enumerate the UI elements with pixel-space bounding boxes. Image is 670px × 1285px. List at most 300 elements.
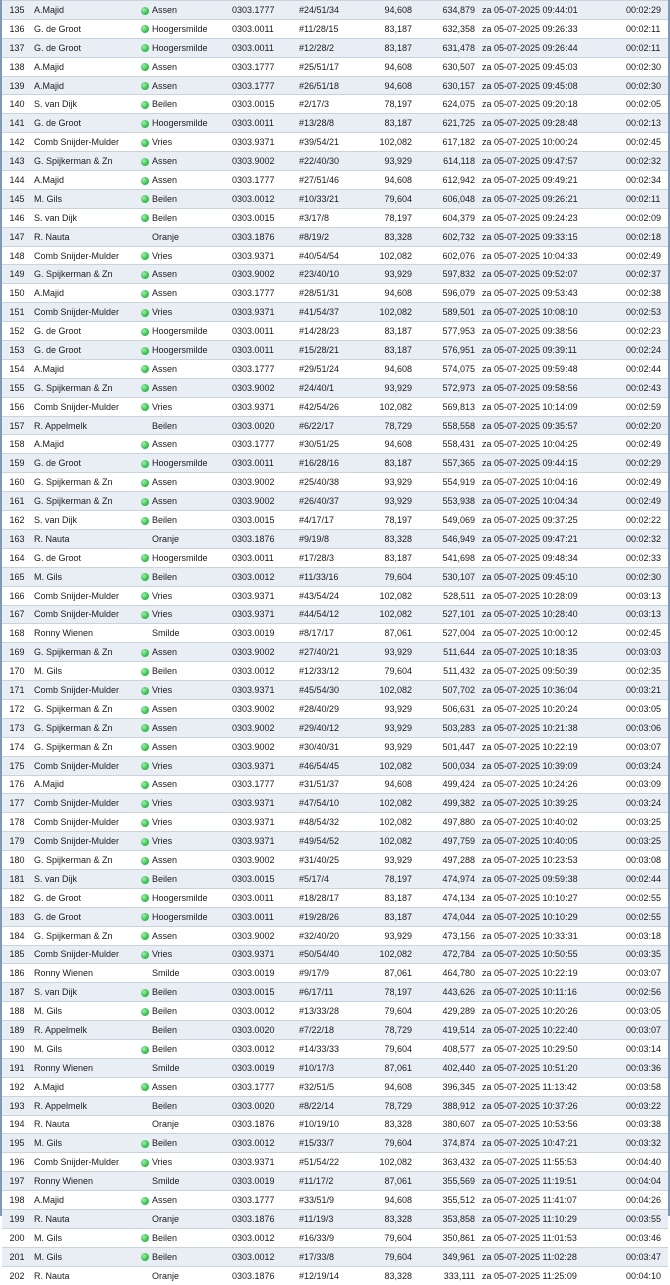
position-cell: 159 — [2, 454, 32, 473]
table-row — [2, 1228, 668, 1247]
status-cell — [137, 265, 152, 284]
table-row — [2, 95, 668, 114]
arrival-time-cell: za 05-07-2025 10:04:25 — [479, 435, 622, 454]
distance-cell: 94,608 — [359, 57, 416, 76]
arrival-time-cell: za 05-07-2025 10:47:21 — [479, 1134, 622, 1153]
position-cell: 163 — [2, 529, 32, 548]
member-id-cell: 0303.1777 — [232, 76, 299, 95]
fancier-name-cell: M. Gils — [32, 1228, 137, 1247]
status-dot-icon — [141, 819, 149, 827]
time-gap-cell: 00:02:11 — [622, 38, 668, 57]
speed-cell: 500,034 — [416, 756, 479, 775]
member-id-cell: 0303.0012 — [232, 567, 299, 586]
time-gap-cell: 00:02:30 — [622, 76, 668, 95]
status-dot-icon — [141, 1083, 149, 1091]
status-dot-icon — [141, 743, 149, 751]
status-dot-icon — [141, 63, 149, 71]
arrival-time-cell: za 05-07-2025 11:10:29 — [479, 1210, 622, 1229]
member-id-cell: 0303.0012 — [232, 1039, 299, 1058]
arrival-time-cell: za 05-07-2025 10:39:09 — [479, 756, 622, 775]
bird-code-cell: #32/40/20 — [299, 926, 359, 945]
time-gap-cell: 00:02:45 — [622, 133, 668, 152]
bird-code-cell: #4/17/17 — [299, 511, 359, 530]
speed-cell: 503,283 — [416, 718, 479, 737]
distance-cell: 102,082 — [359, 1153, 416, 1172]
table-row — [2, 303, 668, 322]
time-gap-cell: 00:03:25 — [622, 832, 668, 851]
fancier-name-cell: R. Appelmelk — [32, 1096, 137, 1115]
status-dot-icon — [141, 252, 149, 260]
position-cell: 155 — [2, 378, 32, 397]
status-dot-icon — [141, 384, 149, 392]
distance-cell: 102,082 — [359, 794, 416, 813]
time-gap-cell: 00:03:21 — [622, 681, 668, 700]
arrival-time-cell: za 05-07-2025 10:00:24 — [479, 133, 622, 152]
table-row — [2, 1115, 668, 1134]
bird-code-cell: #43/54/24 — [299, 586, 359, 605]
fancier-name-cell: S. van Dijk — [32, 869, 137, 888]
location-cell: Beilen — [152, 416, 232, 435]
position-cell: 156 — [2, 397, 32, 416]
arrival-time-cell: za 05-07-2025 10:22:40 — [479, 1021, 622, 1040]
time-gap-cell: 00:04:40 — [622, 1153, 668, 1172]
fancier-name-cell: G. Spijkerman & Zn — [32, 378, 137, 397]
time-gap-cell: 00:04:26 — [622, 1191, 668, 1210]
status-dot-icon — [141, 271, 149, 279]
status-cell — [137, 1, 152, 20]
time-gap-cell: 00:02:38 — [622, 284, 668, 303]
location-cell: Vries — [152, 1153, 232, 1172]
position-cell: 154 — [2, 359, 32, 378]
position-cell: 195 — [2, 1134, 32, 1153]
arrival-time-cell: za 05-07-2025 09:39:11 — [479, 341, 622, 360]
position-cell: 190 — [2, 1039, 32, 1058]
fancier-name-cell: G. Spijkerman & Zn — [32, 265, 137, 284]
location-cell: Smilde — [152, 964, 232, 983]
speed-cell: 576,951 — [416, 341, 479, 360]
speed-cell: 474,044 — [416, 907, 479, 926]
bird-code-cell: #18/28/17 — [299, 888, 359, 907]
status-dot-icon — [141, 1140, 149, 1148]
table-row — [2, 227, 668, 246]
location-cell: Oranje — [152, 529, 232, 548]
table-row — [2, 133, 668, 152]
table-row — [2, 152, 668, 171]
bird-code-cell: #8/19/2 — [299, 227, 359, 246]
speed-cell: 634,879 — [416, 1, 479, 20]
status-dot-icon — [141, 479, 149, 487]
bird-code-cell: #33/51/9 — [299, 1191, 359, 1210]
speed-cell: 527,004 — [416, 624, 479, 643]
status-cell — [137, 1096, 152, 1115]
arrival-time-cell: za 05-07-2025 10:24:26 — [479, 775, 622, 794]
position-cell: 158 — [2, 435, 32, 454]
speed-cell: 530,107 — [416, 567, 479, 586]
arrival-time-cell: za 05-07-2025 10:20:26 — [479, 1002, 622, 1021]
status-dot-icon — [141, 1234, 149, 1242]
fancier-name-cell: G. de Groot — [32, 114, 137, 133]
status-dot-icon — [141, 649, 149, 657]
arrival-time-cell: za 05-07-2025 09:20:18 — [479, 95, 622, 114]
member-id-cell: 0303.9371 — [232, 133, 299, 152]
arrival-time-cell: za 05-07-2025 10:21:38 — [479, 718, 622, 737]
arrival-time-cell: za 05-07-2025 10:04:34 — [479, 492, 622, 511]
member-id-cell: 0303.0015 — [232, 983, 299, 1002]
table-row — [2, 359, 668, 378]
position-cell: 146 — [2, 208, 32, 227]
time-gap-cell: 00:03:55 — [622, 1210, 668, 1229]
time-gap-cell: 00:02:30 — [622, 567, 668, 586]
distance-cell: 79,604 — [359, 1247, 416, 1266]
status-dot-icon — [141, 781, 149, 789]
status-cell — [137, 681, 152, 700]
location-cell: Hoogersmilde — [152, 454, 232, 473]
bird-code-cell: #30/51/25 — [299, 435, 359, 454]
time-gap-cell: 00:03:08 — [622, 851, 668, 870]
bird-code-cell: #31/40/25 — [299, 851, 359, 870]
time-gap-cell: 00:02:55 — [622, 907, 668, 926]
fancier-name-cell: Comb Snijder-Mulder — [32, 246, 137, 265]
arrival-time-cell: za 05-07-2025 10:08:10 — [479, 303, 622, 322]
speed-cell: 511,432 — [416, 662, 479, 681]
fancier-name-cell: Ronny Wienen — [32, 1058, 137, 1077]
position-cell: 165 — [2, 567, 32, 586]
table-row — [2, 851, 668, 870]
distance-cell: 94,608 — [359, 76, 416, 95]
distance-cell: 102,082 — [359, 681, 416, 700]
position-cell: 135 — [2, 1, 32, 20]
status-dot-icon — [141, 460, 149, 468]
status-cell — [137, 341, 152, 360]
time-gap-cell: 00:03:13 — [622, 605, 668, 624]
fancier-name-cell: Comb Snijder-Mulder — [32, 303, 137, 322]
fancier-name-cell: R. Nauta — [32, 1210, 137, 1229]
position-cell: 149 — [2, 265, 32, 284]
status-dot-icon — [141, 876, 149, 884]
member-id-cell: 0303.0012 — [232, 1247, 299, 1266]
member-id-cell: 0303.1777 — [232, 57, 299, 76]
arrival-time-cell: za 05-07-2025 09:53:43 — [479, 284, 622, 303]
speed-cell: 473,156 — [416, 926, 479, 945]
distance-cell: 102,082 — [359, 945, 416, 964]
speed-cell: 355,512 — [416, 1191, 479, 1210]
fancier-name-cell: G. Spijkerman & Zn — [32, 851, 137, 870]
distance-cell: 83,187 — [359, 548, 416, 567]
speed-cell: 574,075 — [416, 359, 479, 378]
arrival-time-cell: za 05-07-2025 09:47:57 — [479, 152, 622, 171]
status-cell — [137, 548, 152, 567]
position-cell: 168 — [2, 624, 32, 643]
fancier-name-cell: R. Nauta — [32, 1115, 137, 1134]
distance-cell: 79,604 — [359, 567, 416, 586]
fancier-name-cell: A.Majid — [32, 76, 137, 95]
fancier-name-cell: M. Gils — [32, 567, 137, 586]
status-cell — [137, 95, 152, 114]
distance-cell: 102,082 — [359, 397, 416, 416]
status-dot-icon — [141, 158, 149, 166]
distance-cell: 94,608 — [359, 1, 416, 20]
speed-cell: 497,880 — [416, 813, 479, 832]
table-row — [2, 869, 668, 888]
table-row — [2, 926, 668, 945]
status-cell — [137, 964, 152, 983]
distance-cell: 78,197 — [359, 983, 416, 1002]
member-id-cell: 0303.1777 — [232, 1, 299, 20]
distance-cell: 87,061 — [359, 624, 416, 643]
member-id-cell: 0303.0011 — [232, 322, 299, 341]
member-id-cell: 0303.9002 — [232, 473, 299, 492]
distance-cell: 83,187 — [359, 907, 416, 926]
status-cell — [137, 832, 152, 851]
bird-code-cell: #26/40/37 — [299, 492, 359, 511]
fancier-name-cell: A.Majid — [32, 171, 137, 190]
position-cell: 162 — [2, 511, 32, 530]
speed-cell: 604,379 — [416, 208, 479, 227]
bird-code-cell: #15/28/21 — [299, 341, 359, 360]
position-cell: 174 — [2, 737, 32, 756]
position-cell: 180 — [2, 851, 32, 870]
fancier-name-cell: S. van Dijk — [32, 208, 137, 227]
arrival-time-cell: za 05-07-2025 11:19:51 — [479, 1172, 622, 1191]
fancier-name-cell: G. de Groot — [32, 19, 137, 38]
status-dot-icon — [141, 139, 149, 147]
status-cell — [137, 888, 152, 907]
position-cell: 157 — [2, 416, 32, 435]
bird-code-cell: #13/28/8 — [299, 114, 359, 133]
position-cell: 161 — [2, 492, 32, 511]
table-row — [2, 832, 668, 851]
bird-code-cell: #11/28/15 — [299, 19, 359, 38]
distance-cell: 94,608 — [359, 171, 416, 190]
status-dot-icon — [141, 1008, 149, 1016]
time-gap-cell: 00:03:24 — [622, 794, 668, 813]
speed-cell: 631,478 — [416, 38, 479, 57]
speed-cell: 333,111 — [416, 1266, 479, 1284]
fancier-name-cell: M. Gils — [32, 1247, 137, 1266]
table-row — [2, 1172, 668, 1191]
fancier-name-cell: G. Spijkerman & Zn — [32, 473, 137, 492]
location-cell: Hoogersmilde — [152, 888, 232, 907]
fancier-name-cell: A.Majid — [32, 1, 137, 20]
arrival-time-cell: za 05-07-2025 09:26:44 — [479, 38, 622, 57]
table-row — [2, 681, 668, 700]
position-cell: 160 — [2, 473, 32, 492]
position-cell: 202 — [2, 1266, 32, 1284]
distance-cell: 94,608 — [359, 1191, 416, 1210]
status-dot-icon — [141, 687, 149, 695]
status-cell — [137, 529, 152, 548]
speed-cell: 577,953 — [416, 322, 479, 341]
arrival-time-cell: za 05-07-2025 10:37:26 — [479, 1096, 622, 1115]
arrival-time-cell: za 05-07-2025 10:04:33 — [479, 246, 622, 265]
status-dot-icon — [141, 894, 149, 902]
speed-cell: 355,569 — [416, 1172, 479, 1191]
status-cell — [137, 473, 152, 492]
member-id-cell: 0303.9002 — [232, 152, 299, 171]
arrival-time-cell: za 05-07-2025 10:29:50 — [479, 1039, 622, 1058]
position-cell: 182 — [2, 888, 32, 907]
table-row — [2, 1191, 668, 1210]
status-dot-icon — [141, 1253, 149, 1261]
member-id-cell: 0303.1876 — [232, 529, 299, 548]
distance-cell: 83,187 — [359, 114, 416, 133]
location-cell: Assen — [152, 718, 232, 737]
table-row — [2, 907, 668, 926]
arrival-time-cell: za 05-07-2025 10:18:35 — [479, 643, 622, 662]
fancier-name-cell: R. Appelmelk — [32, 1021, 137, 1040]
position-cell: 140 — [2, 95, 32, 114]
table-row — [2, 171, 668, 190]
bird-code-cell: #25/40/38 — [299, 473, 359, 492]
status-cell — [137, 322, 152, 341]
arrival-time-cell: za 05-07-2025 10:22:19 — [479, 964, 622, 983]
position-cell: 183 — [2, 907, 32, 926]
speed-cell: 527,101 — [416, 605, 479, 624]
table-row — [2, 1002, 668, 1021]
table-row — [2, 1266, 668, 1284]
fancier-name-cell: G. de Groot — [32, 341, 137, 360]
member-id-cell: 0303.9371 — [232, 303, 299, 322]
speed-cell: 558,431 — [416, 435, 479, 454]
status-cell — [137, 586, 152, 605]
speed-cell: 630,507 — [416, 57, 479, 76]
status-cell — [137, 1153, 152, 1172]
location-cell: Assen — [152, 265, 232, 284]
speed-cell: 630,157 — [416, 76, 479, 95]
arrival-time-cell: za 05-07-2025 09:26:21 — [479, 189, 622, 208]
bird-code-cell: #11/33/16 — [299, 567, 359, 586]
member-id-cell: 0303.9002 — [232, 492, 299, 511]
distance-cell: 78,729 — [359, 1021, 416, 1040]
member-id-cell: 0303.1876 — [232, 227, 299, 246]
status-dot-icon — [141, 1159, 149, 1167]
bird-code-cell: #40/54/54 — [299, 246, 359, 265]
location-cell: Assen — [152, 359, 232, 378]
status-cell — [137, 794, 152, 813]
status-dot-icon — [141, 989, 149, 997]
arrival-time-cell: za 05-07-2025 10:20:24 — [479, 699, 622, 718]
time-gap-cell: 00:03:18 — [622, 926, 668, 945]
distance-cell: 83,187 — [359, 322, 416, 341]
status-cell — [137, 397, 152, 416]
time-gap-cell: 00:02:24 — [622, 341, 668, 360]
distance-cell: 94,608 — [359, 1077, 416, 1096]
position-cell: 184 — [2, 926, 32, 945]
table-row — [2, 737, 668, 756]
bird-code-cell: #17/33/8 — [299, 1247, 359, 1266]
fancier-name-cell: G. Spijkerman & Zn — [32, 699, 137, 718]
table-row — [2, 378, 668, 397]
speed-cell: 349,961 — [416, 1247, 479, 1266]
member-id-cell: 0303.0019 — [232, 1058, 299, 1077]
status-dot-icon — [141, 44, 149, 52]
member-id-cell: 0303.9371 — [232, 794, 299, 813]
status-dot-icon — [141, 592, 149, 600]
speed-cell: 553,938 — [416, 492, 479, 511]
table-row — [2, 775, 668, 794]
results-table-body — [2, 1, 668, 1285]
bird-code-cell: #2/17/3 — [299, 95, 359, 114]
distance-cell: 93,929 — [359, 737, 416, 756]
time-gap-cell: 00:02:11 — [622, 189, 668, 208]
bird-code-cell: #8/22/14 — [299, 1096, 359, 1115]
location-cell: Assen — [152, 57, 232, 76]
speed-cell: 429,289 — [416, 1002, 479, 1021]
time-gap-cell: 00:02:55 — [622, 888, 668, 907]
distance-cell: 94,608 — [359, 775, 416, 794]
location-cell: Assen — [152, 851, 232, 870]
location-cell: Beilen — [152, 208, 232, 227]
location-cell: Assen — [152, 378, 232, 397]
bird-code-cell: #31/51/37 — [299, 775, 359, 794]
location-cell: Beilen — [152, 1228, 232, 1247]
time-gap-cell: 00:02:22 — [622, 511, 668, 530]
status-dot-icon — [141, 25, 149, 33]
speed-cell: 596,079 — [416, 284, 479, 303]
distance-cell: 78,729 — [359, 1096, 416, 1115]
bird-code-cell: #16/28/16 — [299, 454, 359, 473]
fancier-name-cell: Ronny Wienen — [32, 964, 137, 983]
status-dot-icon — [141, 724, 149, 732]
status-cell — [137, 718, 152, 737]
time-gap-cell: 00:04:10 — [622, 1266, 668, 1284]
speed-cell: 511,644 — [416, 643, 479, 662]
time-gap-cell: 00:02:44 — [622, 869, 668, 888]
position-cell: 152 — [2, 322, 32, 341]
position-cell: 185 — [2, 945, 32, 964]
fancier-name-cell: M. Gils — [32, 662, 137, 681]
fancier-name-cell: G. de Groot — [32, 454, 137, 473]
distance-cell: 94,608 — [359, 359, 416, 378]
arrival-time-cell: za 05-07-2025 10:40:02 — [479, 813, 622, 832]
status-cell — [137, 775, 152, 794]
distance-cell: 79,604 — [359, 1002, 416, 1021]
speed-cell: 419,514 — [416, 1021, 479, 1040]
bird-code-cell: #24/40/1 — [299, 378, 359, 397]
speed-cell: 602,076 — [416, 246, 479, 265]
position-cell: 188 — [2, 1002, 32, 1021]
arrival-time-cell: za 05-07-2025 09:26:33 — [479, 19, 622, 38]
status-cell — [137, 114, 152, 133]
bird-code-cell: #12/28/2 — [299, 38, 359, 57]
position-cell: 171 — [2, 681, 32, 700]
location-cell: Beilen — [152, 1021, 232, 1040]
distance-cell: 102,082 — [359, 605, 416, 624]
table-row — [2, 473, 668, 492]
member-id-cell: 0303.0011 — [232, 114, 299, 133]
time-gap-cell: 00:03:24 — [622, 756, 668, 775]
status-cell — [137, 1228, 152, 1247]
status-dot-icon — [141, 762, 149, 770]
speed-cell: 408,577 — [416, 1039, 479, 1058]
fancier-name-cell: G. de Groot — [32, 548, 137, 567]
status-cell — [137, 19, 152, 38]
table-row — [2, 699, 668, 718]
bird-code-cell: #48/54/32 — [299, 813, 359, 832]
location-cell: Assen — [152, 775, 232, 794]
time-gap-cell: 00:03:05 — [622, 699, 668, 718]
location-cell: Beilen — [152, 1039, 232, 1058]
time-gap-cell: 00:04:04 — [622, 1172, 668, 1191]
location-cell: Assen — [152, 1191, 232, 1210]
location-cell: Oranje — [152, 1266, 232, 1284]
arrival-time-cell: za 05-07-2025 11:01:53 — [479, 1228, 622, 1247]
bird-code-cell: #49/54/52 — [299, 832, 359, 851]
location-cell: Assen — [152, 492, 232, 511]
status-dot-icon — [141, 517, 149, 525]
member-id-cell: 0303.9002 — [232, 265, 299, 284]
fancier-name-cell: G. Spijkerman & Zn — [32, 152, 137, 171]
